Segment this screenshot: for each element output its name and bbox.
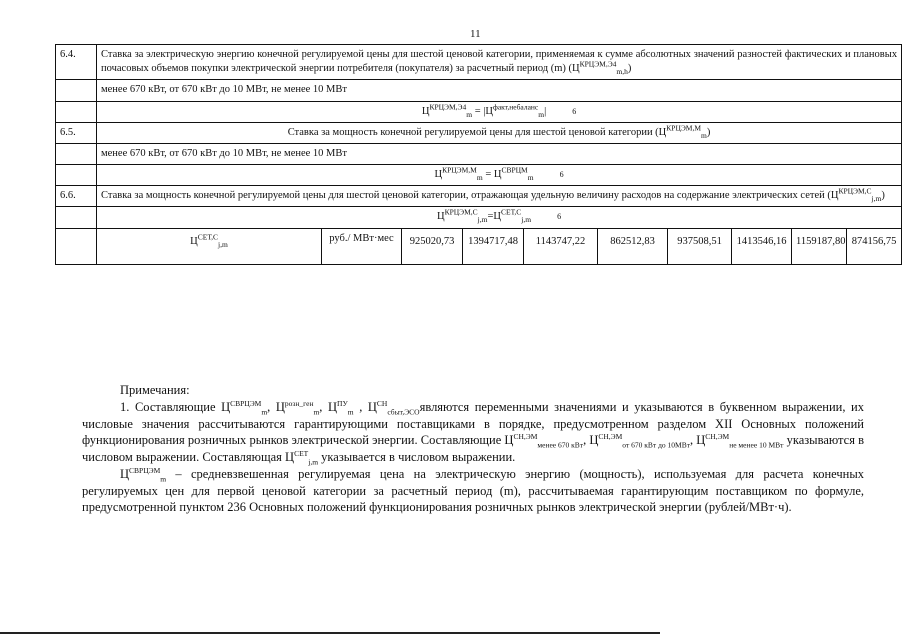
row-6-6-formula xyxy=(56,207,902,228)
row-description: Ставка за мощность конечной регулируемой цены для шестой ценовой категории $(Ц^{КРЦЭМ,М}_m)$ xyxy=(97,122,902,143)
unit-cell: руб./ МВт·мес xyxy=(322,228,402,264)
value-cell: 862512,83 xyxy=(598,228,668,264)
row-6-6-values xyxy=(56,228,902,264)
tariff-table xyxy=(55,44,902,265)
row-number: 6.5. xyxy=(56,122,97,143)
value-cell: 1159187,80 xyxy=(792,228,847,264)
row-6-5-header xyxy=(56,122,902,143)
formula: $Ц^{КРЦЭМ,С}_{j,m}=Ц^{СЕТ,С}_{j,m}$ 6 xyxy=(97,207,902,228)
parameter-symbol: $Ц^{СЕТ,С}_{j,m}$ xyxy=(97,228,322,264)
notes-section xyxy=(82,382,864,516)
formula: $Ц^{КРЦЭМ,М}_m = Ц^{СВРЦМ}_m$ 6 xyxy=(97,165,902,186)
row-6-5-range xyxy=(56,143,902,164)
row-description: Ставка за мощность конечной регулируемой цены для шестой ценовой категории, отражающая удельную величину расходов на содержание электрических сетей $(Ц^{КРЦЭМ,С}_{j,m})$ xyxy=(97,186,902,207)
note-paragraph-2: $Ц^{СВРЦЭМ}_m$ – средневзвешенная регулируемая цена на электрическую энергию (мощность), используемая для расчета конечных регулируемых цен для первой ценовой категории за расчетный период (m), рассчитываемая гарантирующим поставщиком по формуле, предусмотренной пунктом 236 Основных положений функционирования розничных рынков электрической энергии (рублей/МВт·ч). xyxy=(82,465,864,515)
category-range: менее 670 кВт, от 670 кВт до 10 МВт, не менее 10 МВт xyxy=(97,143,902,164)
value-cell: 874156,75 xyxy=(847,228,902,264)
row-number: 6.4. xyxy=(56,45,97,80)
value-cell: 1394717,48 xyxy=(463,228,524,264)
row-description: Ставка за электрическую энергию конечной регулируемой цены для шестой ценовой категории, применяемая к сумме абсолютных значений разностей фактических и плановых почасовых объемов покупки электрической энергии потребителя (покупателя) за расчетный период (m) $(Ц^{КРЦЭМ,Э4}_{m,h})$ xyxy=(97,45,902,80)
scan-edge-line xyxy=(0,632,660,634)
row-6-6-header xyxy=(56,186,902,207)
row-6-4-formula xyxy=(56,101,902,122)
row-6-4-header xyxy=(56,45,902,80)
value-cell: 1143747,22 xyxy=(524,228,598,264)
value-cell: 937508,51 xyxy=(668,228,732,264)
page-number: 11 xyxy=(470,28,481,40)
row-number: 6.6. xyxy=(56,186,97,207)
notes-heading: Примечания: xyxy=(120,383,190,397)
row-6-4-range xyxy=(56,80,902,101)
value-cell: 925020,73 xyxy=(402,228,463,264)
note-paragraph-1: 1. Составляющие $Ц^{СВРЦЭМ}_m$, $Ц^{розн\_ген}_m$, $Ц^{ПУ}_m$ , $Ц^{СН}_{сбыт,ЭСО}являются$ переменными значениями и указываются в буквенном выражении, их числовые значения рассчитываются гарантирующими поставщиками в порядке, предусмотренном разделом XII Основных положений функционирования розничных рынков электрической энергии. Составляющие $Ц^{СН,ЭМ}_{менее 670 кВт}$, $Ц^{СН,ЭМ}_{от 670 кВт до 10МВт}$, $Ц^{СН,ЭМ}_{не менее 10 МВт}$ указываются в числовом выражении. Составляющая $Ц^{СЕТ}_{j,m}$ указывается в числовом выражении. xyxy=(82,398,864,467)
row-6-5-formula xyxy=(56,165,902,186)
value-cell: 1413546,16 xyxy=(732,228,792,264)
category-range: менее 670 кВт, от 670 кВт до 10 МВт, не менее 10 МВт xyxy=(97,80,902,101)
formula: $Ц^{КРЦЭМ,Э4}_m = |Ц^{факт,небаланс}_m|$ 6 xyxy=(97,101,902,122)
